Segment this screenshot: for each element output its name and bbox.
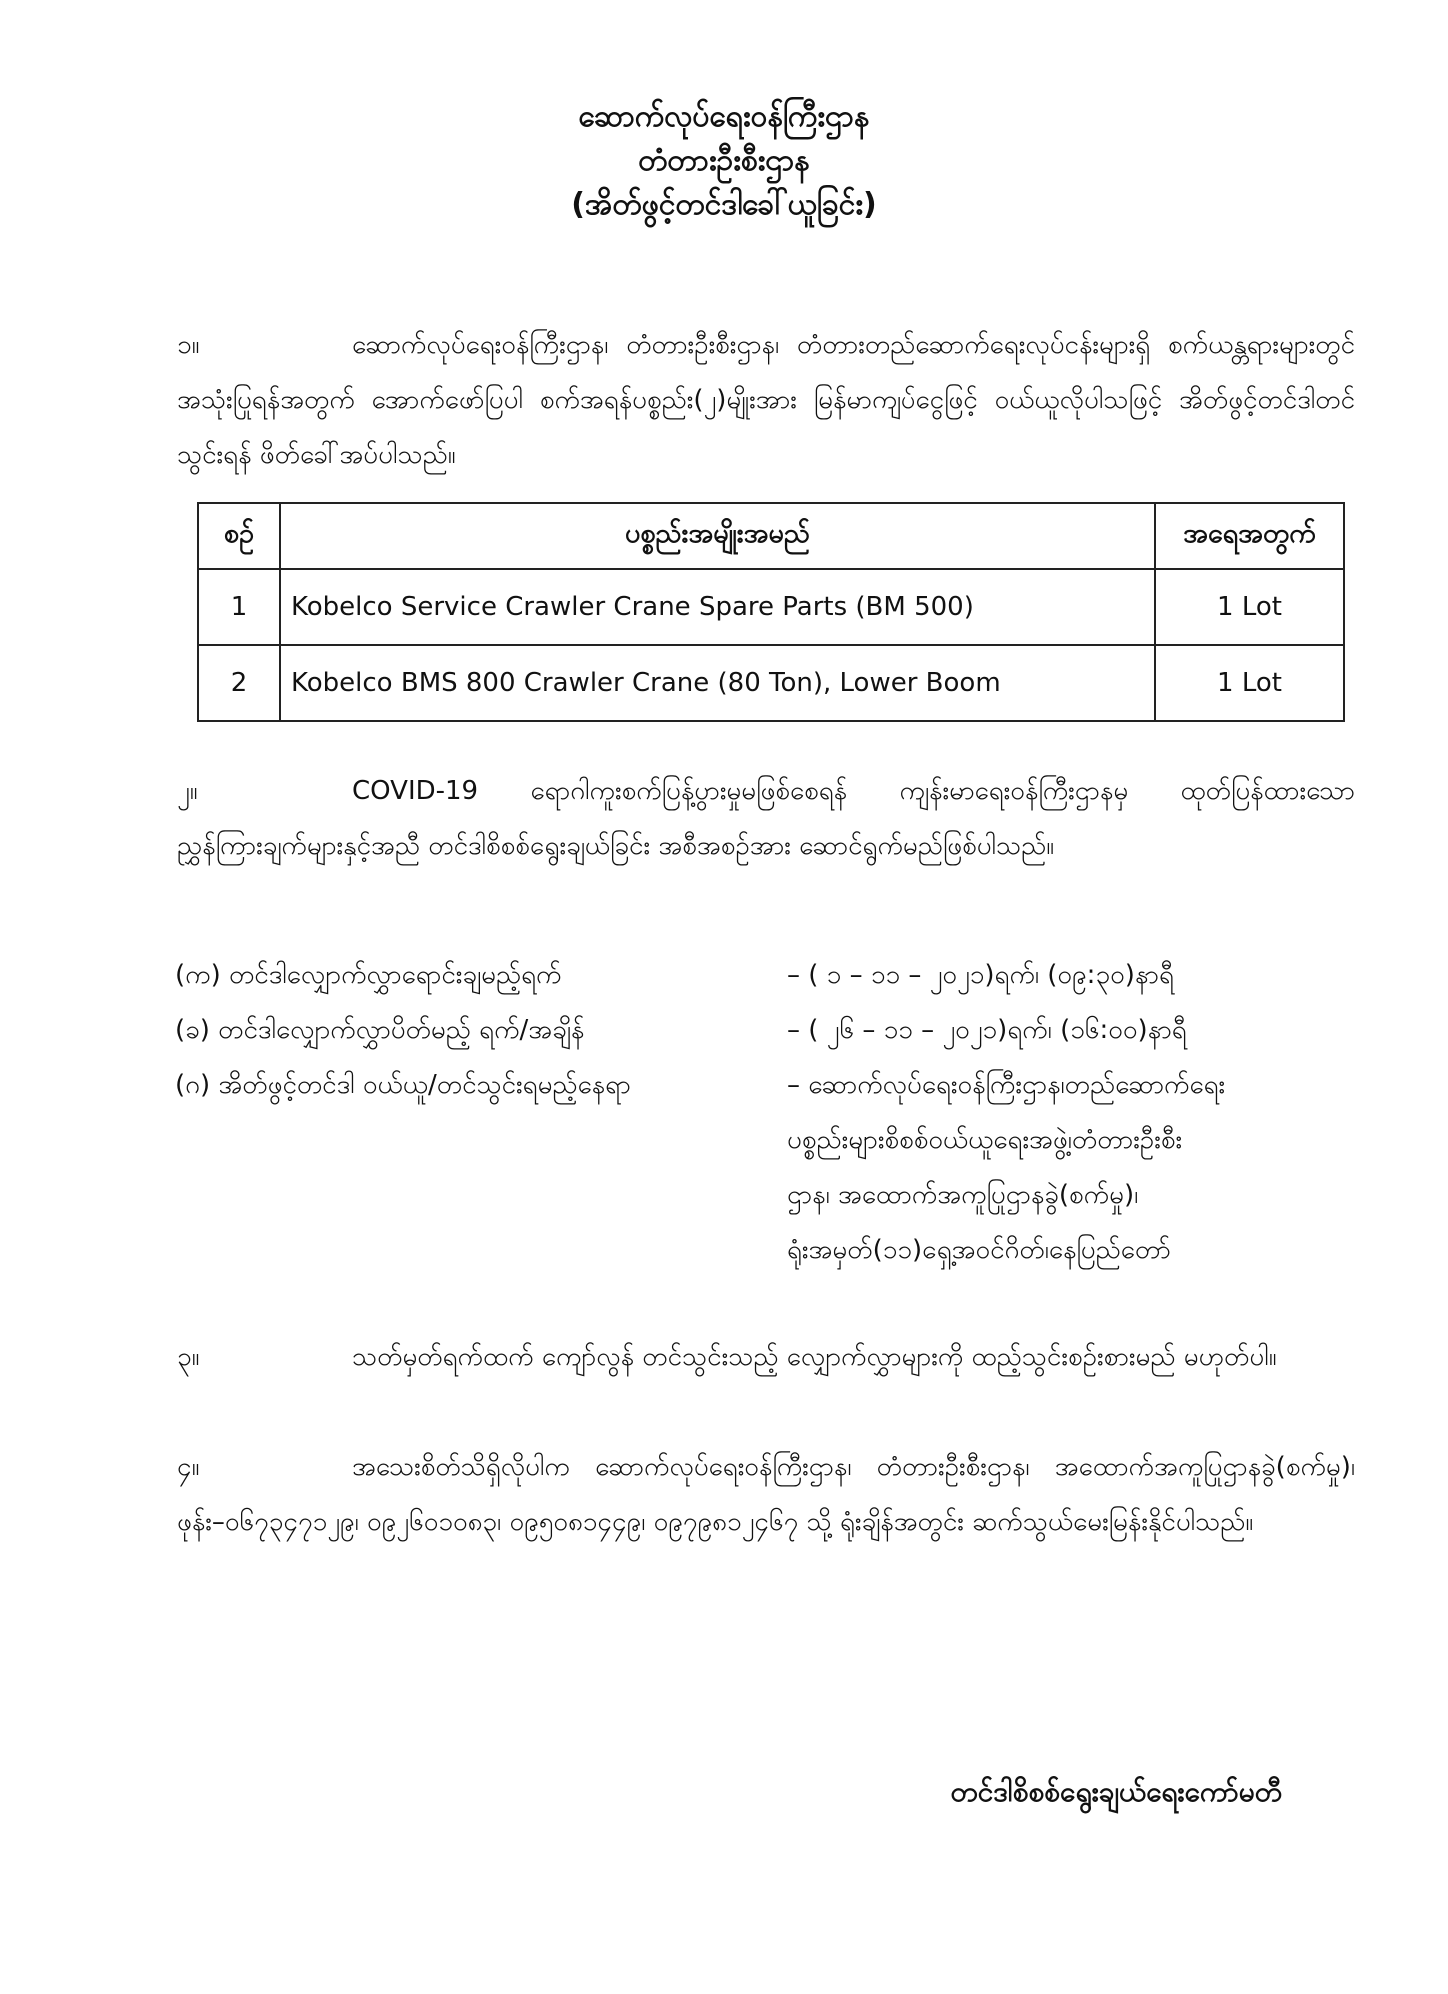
paragraph-text: ဆောက်လုပ်ရေးဝန်ကြီးဌာန၊ တံတားဦးစီးဌာန၊ တံတားတည်ဆောက်ရေးလုပ်ငန်းများရှိ စက်ယန္တရားများတွင် အသုံးပြုရန်အတွက် အောက်ဖော်ပြပါ စက်အရန်ပစ္စည်း(၂)မျိုးအား မြန်မာကျပ်ငွေဖြင့် ဝယ်ယူလိုပါသဖြင့် အိတ်ဖွင့်တင်ဒါတင်သွင်းရန် ဖိတ်ခေါ်အပ်ပါသည်။ — [177, 330, 1355, 470]
schedule-row-closing-date — [175, 1003, 1365, 1058]
row-quantity: 1 Lot — [1155, 645, 1344, 721]
paragraph-text: COVID-19 ရောဂါကူးစက်ပြန့်ပွားမှုမဖြစ်စေရန် ကျန်းမာရေးဝန်ကြီးဌာနမှ ထုတ်ပြန်ထားသော ညွှန်ကြားချက်များနှင့်အညီ တင်ဒါစိစစ်ရွေးချယ်ခြင်း အစီအစဉ်အား ဆောင်ရွက်မည်ဖြစ်ပါသည်။ — [177, 776, 1355, 861]
address-line: ရုံးအမှတ်(၁၁)ရှေ့အဝင်ဂိတ်၊နေပြည်တော် — [787, 1235, 1171, 1265]
paragraph-text: အသေးစိတ်သိရှိလိုပါက ဆောက်လုပ်ရေးဝန်ကြီးဌာန၊ တံတားဦးစီးဌာန၊ အထောက်အကူပြုဌာနခွဲ(စက်မှု)၊ ဖုန်း–၀၆၇၃၄၇၁၂၉၊ ၀၉၂၆၀၁၀၈၃၊ ၀၉၅၀၈၁၄၄၉၊ ၀၉၇၉၈၁၂၄၆၇ သို့ ရုံးချိန်အတွင်း ဆက်သွယ်မေးမြန်းနိုင်ပါသည်။ — [177, 1452, 1355, 1537]
paragraph-number: ၂။ — [177, 776, 198, 806]
schedule-label: (ခ) တင်ဒါလျှောက်လွှာပိတ်မည့် ရက်/အချိန် — [175, 1015, 585, 1045]
row-quantity: 1 Lot — [1155, 569, 1344, 645]
table-header-row — [198, 503, 1344, 569]
row-number: 2 — [198, 645, 280, 721]
department-title: တံတားဦးစီးဌာန — [638, 143, 810, 178]
schedule-value: – ( ၂၆ – ၁၁ – ၂၀၂၁)ရက်၊ (၁၆:၀၀)နာရီ — [787, 1015, 1187, 1045]
schedule-label: (က) တင်ဒါလျှောက်လွှာရောင်းချမည့်ရက် — [175, 960, 562, 990]
paragraph-4 — [177, 1440, 1355, 1550]
schedule-value: – ဆောက်လုပ်ရေးဝန်ကြီးဌာန၊တည်ဆောက်ရေး — [787, 1070, 1226, 1100]
paragraph-1 — [177, 318, 1355, 483]
row-number: 1 — [198, 569, 280, 645]
paragraph-number: ၃။ — [177, 1342, 200, 1372]
paragraph-3 — [177, 1330, 1355, 1385]
schedule-label: (ဂ) အိတ်ဖွင့်တင်ဒါ ဝယ်ယူ/တင်သွင်းရမည့်နေရာ — [175, 1070, 631, 1100]
notice-header — [0, 95, 1448, 227]
row-item: Kobelco BMS 800 Crawler Crane (80 Ton), Lower Boom — [280, 645, 1155, 721]
column-header-number: စဉ် — [198, 503, 280, 569]
ministry-title: ဆောက်လုပ်ရေးဝန်ကြီးဌာန — [578, 99, 870, 134]
row-item: Kobelco Service Crawler Crane Spare Parts (BM 500) — [280, 569, 1155, 645]
items-table — [197, 502, 1345, 722]
paragraph-number: ၄။ — [177, 1452, 200, 1482]
notice-subtitle: (အိတ်ဖွင့်တင်ဒါခေါ်ယူခြင်း) — [571, 187, 877, 222]
paragraph-text: သတ်မှတ်ရက်ထက် ကျော်လွန် တင်သွင်းသည့် လျှောက်လွှာများကို ထည့်သွင်းစဉ်းစားမည် မဟုတ်ပါ။ — [352, 1342, 1277, 1372]
paragraph-number: ၁။ — [177, 330, 200, 360]
address-line: ဌာန၊ အထောက်အကူပြုဌာနခွဲ(စက်မှု)၊ — [787, 1180, 1139, 1210]
column-header-item: ပစ္စည်းအမျိုးအမည် — [280, 503, 1155, 569]
column-header-quantity: အရေအတွက် — [1155, 503, 1344, 569]
committee-signature: တင်ဒါစိစစ်ရွေးချယ်ရေးကော်မတီ — [950, 1775, 1282, 1808]
schedule-value: – ( ၁ – ၁၁ – ၂၀၂၁)ရက်၊ (၀၉:၃၀)နာရီ — [787, 960, 1174, 990]
table-row — [198, 569, 1344, 645]
paragraph-2 — [177, 764, 1355, 874]
schedule-row-location — [175, 1058, 1365, 1113]
table-row — [198, 645, 1344, 721]
address-line: ပစ္စည်းများစိစစ်ဝယ်ယူရေးအဖွဲ့၊တံတားဦးစီး — [787, 1125, 1183, 1155]
tender-schedule — [175, 948, 1365, 1265]
schedule-row-sale-date — [175, 948, 1365, 1003]
